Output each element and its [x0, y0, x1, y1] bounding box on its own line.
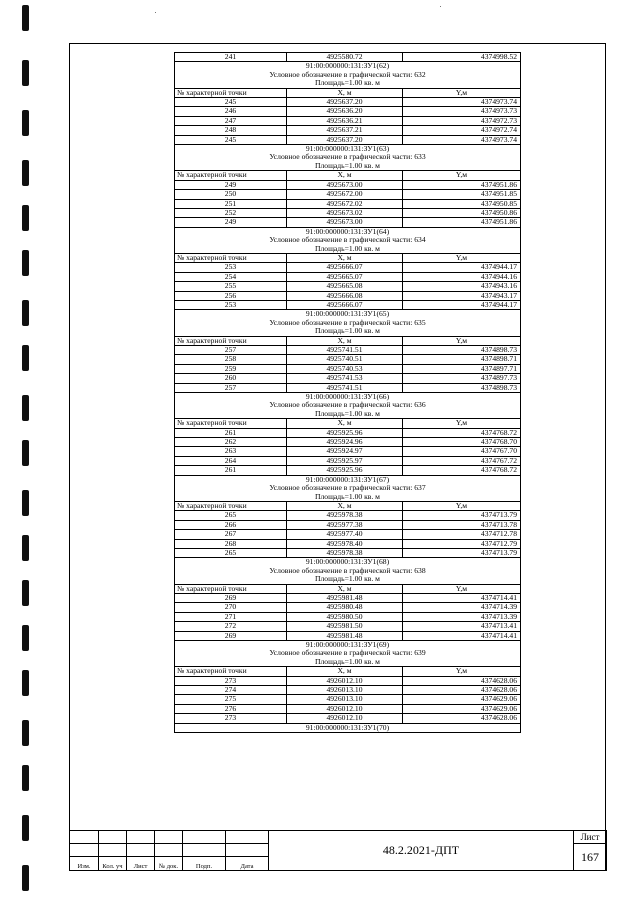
table-row: [175, 53, 521, 62]
table-row: [175, 199, 521, 208]
x-value: 4925637.20: [287, 98, 403, 107]
x-value: 4925637.21: [287, 126, 403, 135]
point-header: № характерной точки: [175, 336, 287, 345]
table-row: [175, 107, 521, 116]
coordinates-table: [174, 52, 521, 733]
y-value: 4374712.78: [403, 530, 521, 539]
x-value: 4925978.38: [287, 511, 403, 520]
point-number: 253: [175, 300, 287, 309]
stamp-ndok: № док.: [155, 857, 183, 871]
point-number: 255: [175, 282, 287, 291]
y-value: 4374713.41: [403, 622, 521, 631]
table-row: [175, 530, 521, 539]
y-header: Y,м: [403, 88, 521, 97]
cadastral-number: 91:00:000000:131:ЗУ1(62): [175, 62, 521, 71]
x-value: 4925981.50: [287, 622, 403, 631]
header-row: [175, 88, 521, 97]
x-value: 4925673.00: [287, 218, 403, 227]
table-row: [175, 98, 521, 107]
y-value: 4374973.74: [403, 98, 521, 107]
table-row: [175, 291, 521, 300]
y-value: 4374628.06: [403, 714, 521, 723]
graphic-designation: Условное обозначение в графической части: 635: [175, 319, 521, 327]
x-value: 4925981.48: [287, 631, 403, 640]
point-number: 264: [175, 456, 287, 465]
x-value: 4925672.02: [287, 199, 403, 208]
y-value: 4374897.73: [403, 374, 521, 383]
y-value: 4374713.78: [403, 520, 521, 529]
point-number: 274: [175, 686, 287, 695]
table-row: [175, 539, 521, 548]
stamp-list: Лист: [127, 857, 155, 871]
x-value: 4925740.51: [287, 355, 403, 364]
table-row: [175, 383, 521, 392]
point-header: № характерной точки: [175, 667, 287, 676]
x-header: X, м: [287, 584, 403, 593]
x-value: 4925981.48: [287, 593, 403, 602]
table-row: [175, 438, 521, 447]
y-value: 4374943.16: [403, 282, 521, 291]
table-row: [175, 282, 521, 291]
point-number: 257: [175, 383, 287, 392]
title-block: [69, 830, 607, 871]
point-number: 254: [175, 272, 287, 281]
section-heading-row: [175, 475, 521, 484]
x-header: X, м: [287, 419, 403, 428]
table-row: [175, 603, 521, 612]
y-value: 4374628.06: [403, 686, 521, 695]
x-value: 4925666.07: [287, 263, 403, 272]
y-value: 4374972.73: [403, 116, 521, 125]
point-number: 271: [175, 612, 287, 621]
x-value: 4925636.20: [287, 107, 403, 116]
table-row: [175, 511, 521, 520]
y-header: Y,м: [403, 253, 521, 262]
point-number: 241: [175, 53, 287, 62]
x-value: 4925741.51: [287, 346, 403, 355]
y-header: Y,м: [403, 501, 521, 510]
y-value: 4374713.79: [403, 511, 521, 520]
area-label: Площадь=1.00 кв. м: [175, 410, 521, 419]
sheet-number: 167: [574, 844, 607, 871]
point-header: № характерной точки: [175, 501, 287, 510]
y-value: 4374944.16: [403, 272, 521, 281]
area-label: Площадь=1.00 кв. м: [175, 327, 521, 336]
graphic-designation: Условное обозначение в графической части: 636: [175, 401, 521, 409]
stamp-podp: Подп.: [183, 857, 226, 871]
cadastral-number: 91:00:000000:131:ЗУ1(69): [175, 641, 521, 650]
point-number: 261: [175, 428, 287, 437]
y-value: 4374713.39: [403, 612, 521, 621]
point-number: 275: [175, 695, 287, 704]
x-value: 4925665.07: [287, 272, 403, 281]
y-value: 4374943.17: [403, 291, 521, 300]
section-heading-row: [175, 641, 521, 650]
point-number: 253: [175, 263, 287, 272]
cadastral-number: 91:00:000000:131:ЗУ1(63): [175, 145, 521, 154]
section-heading-row: [175, 319, 521, 327]
x-header: X, м: [287, 171, 403, 180]
table-row: [175, 428, 521, 437]
x-value: 4926013.10: [287, 695, 403, 704]
x-value: 4925637.20: [287, 135, 403, 144]
x-header: X, м: [287, 88, 403, 97]
cadastral-number: 91:00:000000:131:ЗУ1(70): [175, 723, 521, 732]
x-value: 4925977.40: [287, 530, 403, 539]
y-value: 4374998.52: [403, 53, 521, 62]
graphic-designation: Условное обозначение в графической части: 639: [175, 649, 521, 657]
x-header: X, м: [287, 253, 403, 262]
y-value: 4374951.85: [403, 190, 521, 199]
section-heading-row: [175, 310, 521, 319]
table-row: [175, 180, 521, 189]
y-value: 4374972.74: [403, 126, 521, 135]
cadastral-number: 91:00:000000:131:ЗУ1(64): [175, 227, 521, 236]
point-number: 268: [175, 539, 287, 548]
table-row: [175, 695, 521, 704]
table-row: [175, 263, 521, 272]
x-value: 4925925.97: [287, 456, 403, 465]
cadastral-number: 91:00:000000:131:ЗУ1(66): [175, 393, 521, 402]
x-header: X, м: [287, 501, 403, 510]
area-label: Площадь=1.00 кв. м: [175, 79, 521, 88]
point-number: 267: [175, 530, 287, 539]
point-number: 245: [175, 135, 287, 144]
y-value: 4374898.73: [403, 383, 521, 392]
table-row: [175, 548, 521, 557]
x-value: 4925665.08: [287, 282, 403, 291]
x-value: 4925925.96: [287, 428, 403, 437]
point-number: 262: [175, 438, 287, 447]
area-label: Площадь=1.00 кв. м: [175, 493, 521, 502]
x-value: 4925925.96: [287, 466, 403, 475]
y-value: 4374944.17: [403, 300, 521, 309]
y-value: 4374768.70: [403, 438, 521, 447]
point-number: 265: [175, 548, 287, 557]
area-label: Площадь=1.00 кв. м: [175, 162, 521, 171]
point-header: № характерной точки: [175, 419, 287, 428]
y-value: 4374714.41: [403, 593, 521, 602]
section-heading-row: [175, 393, 521, 402]
point-number: 246: [175, 107, 287, 116]
point-number: 273: [175, 714, 287, 723]
point-number: 247: [175, 116, 287, 125]
table-row: [175, 456, 521, 465]
point-number: 272: [175, 622, 287, 631]
x-value: 4925636.21: [287, 116, 403, 125]
table-row: [175, 116, 521, 125]
y-header: Y,м: [403, 419, 521, 428]
point-number: 248: [175, 126, 287, 135]
document-code: 48.2.2021-ДПТ: [269, 831, 574, 871]
x-value: 4926012.10: [287, 704, 403, 713]
graphic-designation: Условное обозначение в графической части: 637: [175, 484, 521, 492]
section-heading-row: [175, 79, 521, 88]
y-header: Y,м: [403, 584, 521, 593]
x-value: 4925741.51: [287, 383, 403, 392]
cadastral-number: 91:00:000000:131:ЗУ1(67): [175, 475, 521, 484]
point-number: 269: [175, 593, 287, 602]
y-value: 4374714.39: [403, 603, 521, 612]
x-header: X, м: [287, 667, 403, 676]
y-header: Y,м: [403, 171, 521, 180]
area-label: Площадь=1.00 кв. м: [175, 245, 521, 254]
x-value: 4925977.38: [287, 520, 403, 529]
table-row: [175, 374, 521, 383]
x-value: 4925924.96: [287, 438, 403, 447]
y-value: 4374768.72: [403, 428, 521, 437]
table-row: [175, 126, 521, 135]
x-value: 4925672.00: [287, 190, 403, 199]
y-value: 4374944.17: [403, 263, 521, 272]
table-row: [175, 190, 521, 199]
point-number: 256: [175, 291, 287, 300]
section-heading-row: [175, 71, 521, 79]
x-value: 4925978.38: [287, 548, 403, 557]
y-value: 4374898.71: [403, 355, 521, 364]
point-header: № характерной точки: [175, 88, 287, 97]
y-value: 4374897.71: [403, 364, 521, 373]
stamp-kol: Кол. уч: [99, 857, 127, 871]
table-row: [175, 355, 521, 364]
y-value: 4374714.41: [403, 631, 521, 640]
y-value: 4374713.79: [403, 548, 521, 557]
y-value: 4374768.72: [403, 466, 521, 475]
section-heading-row: [175, 484, 521, 492]
y-value: 4374712.79: [403, 539, 521, 548]
point-number: 260: [175, 374, 287, 383]
header-row: [175, 336, 521, 345]
section-heading-row: [175, 493, 521, 502]
point-number: 276: [175, 704, 287, 713]
point-header: № характерной точки: [175, 253, 287, 262]
stamp-data: Дата: [226, 857, 269, 871]
table-row: [175, 135, 521, 144]
section-heading-row: [175, 401, 521, 409]
section-heading-row: [175, 245, 521, 254]
y-header: Y,м: [403, 667, 521, 676]
graphic-designation: Условное обозначение в графической части: 633: [175, 153, 521, 161]
point-number: 265: [175, 511, 287, 520]
x-value: 4925673.00: [287, 180, 403, 189]
header-row: [175, 584, 521, 593]
table-row: [175, 714, 521, 723]
table-row: [175, 447, 521, 456]
table-row: [175, 466, 521, 475]
y-value: 4374973.74: [403, 135, 521, 144]
x-value: 4925741.53: [287, 374, 403, 383]
table-row: [175, 272, 521, 281]
x-value: 4925666.07: [287, 300, 403, 309]
x-value: 4925673.02: [287, 208, 403, 217]
section-heading-row: [175, 62, 521, 71]
stamp-izm: Изм.: [70, 857, 99, 871]
sheet-label: Лист: [574, 831, 607, 844]
y-value: 4374898.73: [403, 346, 521, 355]
header-row: [175, 419, 521, 428]
point-number: 259: [175, 364, 287, 373]
table-row: [175, 593, 521, 602]
header-row: [175, 253, 521, 262]
x-value: 4925978.40: [287, 539, 403, 548]
table-row: [175, 612, 521, 621]
cadastral-number: 91:00:000000:131:ЗУ1(68): [175, 558, 521, 567]
y-value: 4374629.06: [403, 695, 521, 704]
table-row: [175, 346, 521, 355]
x-value: 4925924.97: [287, 447, 403, 456]
y-value: 4374629.06: [403, 704, 521, 713]
x-value: 4926013.10: [287, 686, 403, 695]
table-row: [175, 520, 521, 529]
x-value: 4925980.50: [287, 612, 403, 621]
area-label: Площадь=1.00 кв. м: [175, 575, 521, 584]
section-heading-row: [175, 410, 521, 419]
y-value: 4374950.85: [403, 199, 521, 208]
binding-holes: [22, 0, 34, 905]
point-header: № характерной точки: [175, 584, 287, 593]
point-number: 273: [175, 676, 287, 685]
point-number: 252: [175, 208, 287, 217]
x-value: 4925580.72: [287, 53, 403, 62]
x-value: 4925980.48: [287, 603, 403, 612]
y-value: 4374767.72: [403, 456, 521, 465]
section-heading-row: [175, 567, 521, 575]
area-label: Площадь=1.00 кв. м: [175, 658, 521, 667]
x-header: X, м: [287, 336, 403, 345]
section-heading-row: [175, 575, 521, 584]
x-value: 4925666.08: [287, 291, 403, 300]
section-heading-row: [175, 162, 521, 171]
y-value: 4374628.06: [403, 676, 521, 685]
table-row: [175, 300, 521, 309]
section-heading-row: [175, 649, 521, 657]
point-number: 261: [175, 466, 287, 475]
y-value: 4374950.86: [403, 208, 521, 217]
section-heading-row: [175, 558, 521, 567]
section-heading-row: [175, 145, 521, 154]
y-header: Y,м: [403, 336, 521, 345]
point-number: 258: [175, 355, 287, 364]
section-heading-row: [175, 658, 521, 667]
y-value: 4374767.70: [403, 447, 521, 456]
y-value: 4374973.73: [403, 107, 521, 116]
x-value: 4926012.10: [287, 714, 403, 723]
point-number: 263: [175, 447, 287, 456]
section-heading-row: [175, 236, 521, 244]
cadastral-number: 91:00:000000:131:ЗУ1(65): [175, 310, 521, 319]
table-row: [175, 622, 521, 631]
point-number: 269: [175, 631, 287, 640]
table-row: [175, 686, 521, 695]
graphic-designation: Условное обозначение в графической части: 638: [175, 567, 521, 575]
table-row: [175, 676, 521, 685]
point-number: 249: [175, 218, 287, 227]
graphic-designation: Условное обозначение в графической части: 632: [175, 71, 521, 79]
point-number: 251: [175, 199, 287, 208]
point-number: 249: [175, 180, 287, 189]
point-number: 257: [175, 346, 287, 355]
table-row: [175, 631, 521, 640]
y-value: 4374951.86: [403, 218, 521, 227]
table-row: [175, 364, 521, 373]
table-row: [175, 208, 521, 217]
header-row: [175, 171, 521, 180]
y-value: 4374951.86: [403, 180, 521, 189]
table-row: [175, 218, 521, 227]
x-value: 4926012.10: [287, 676, 403, 685]
point-number: 245: [175, 98, 287, 107]
section-heading-row: [175, 153, 521, 161]
x-value: 4925740.53: [287, 364, 403, 373]
section-heading-row: [175, 723, 521, 732]
graphic-designation: Условное обозначение в графической части: 634: [175, 236, 521, 244]
point-number: 250: [175, 190, 287, 199]
point-number: 270: [175, 603, 287, 612]
table-row: [175, 704, 521, 713]
header-row: [175, 667, 521, 676]
point-header: № характерной точки: [175, 171, 287, 180]
section-heading-row: [175, 327, 521, 336]
section-heading-row: [175, 227, 521, 236]
header-row: [175, 501, 521, 510]
point-number: 266: [175, 520, 287, 529]
